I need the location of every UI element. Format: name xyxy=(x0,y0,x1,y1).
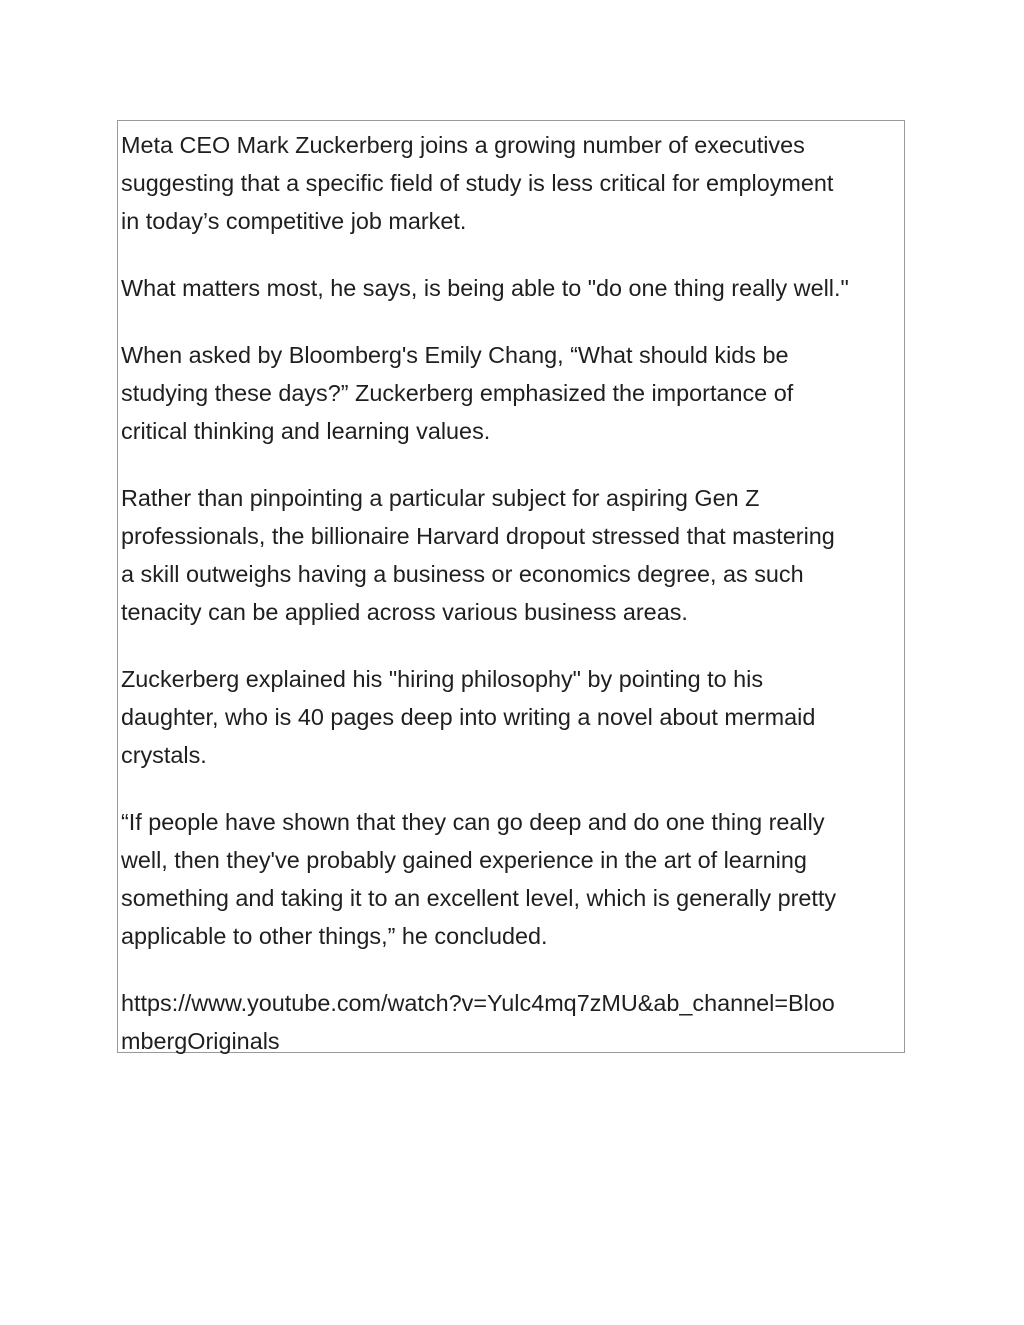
paragraph-source-url xyxy=(121,984,835,1060)
paragraph-line: When asked by Bloomberg's Emily Chang, “What should kids be xyxy=(121,342,789,368)
paragraph-line: something and taking it to an excellent level, which is generally pretty xyxy=(121,885,837,911)
paragraph-line: “If people have shown that they can go deep and do one thing really xyxy=(121,809,825,835)
paragraph-line: Rather than pinpointing a particular subject for aspiring Gen Z xyxy=(121,485,760,511)
paragraph-line: What matters most, he says, is being able to "do one thing really well." xyxy=(121,275,849,301)
paragraph-when-asked xyxy=(121,336,793,450)
paragraph-line: tenacity can be applied across various business areas. xyxy=(121,599,688,625)
paragraph-line: daughter, who is 40 pages deep into writing a novel about mermaid xyxy=(121,704,816,730)
paragraph-line: a skill outweighs having a business or economics degree, as such xyxy=(121,561,804,587)
paragraph-line: applicable to other things,” he concluded. xyxy=(121,923,548,949)
source-url-line: https://www.youtube.com/watch?v=Yulc4mq7zMU&ab_channel=Bloo xyxy=(121,990,835,1016)
paragraph-line: critical thinking and learning values. xyxy=(121,418,491,444)
paragraph-line: well, then they've probably gained experience in the art of learning xyxy=(121,847,807,873)
paragraph-line: Zuckerberg explained his "hiring philosophy" by pointing to his xyxy=(121,666,764,692)
paragraph-line: studying these days?” Zuckerberg emphasized the importance of xyxy=(121,380,794,406)
paragraph-intro xyxy=(121,126,833,240)
paragraph-line: suggesting that a specific field of study is less critical for employment xyxy=(121,170,834,196)
paragraph-quote xyxy=(121,803,836,955)
paragraph-line: in today’s competitive job market. xyxy=(121,208,467,234)
paragraph-rather-than xyxy=(121,479,835,631)
paragraph-what-matters xyxy=(121,269,849,307)
source-url-line: mbergOriginals xyxy=(121,1028,280,1054)
paragraph-line: Meta CEO Mark Zuckerberg joins a growing number of executives xyxy=(121,132,805,158)
paragraph-line: crystals. xyxy=(121,742,207,768)
paragraph-line: professionals, the billionaire Harvard dropout stressed that mastering xyxy=(121,523,835,549)
paragraph-hiring-philosophy xyxy=(121,660,815,774)
